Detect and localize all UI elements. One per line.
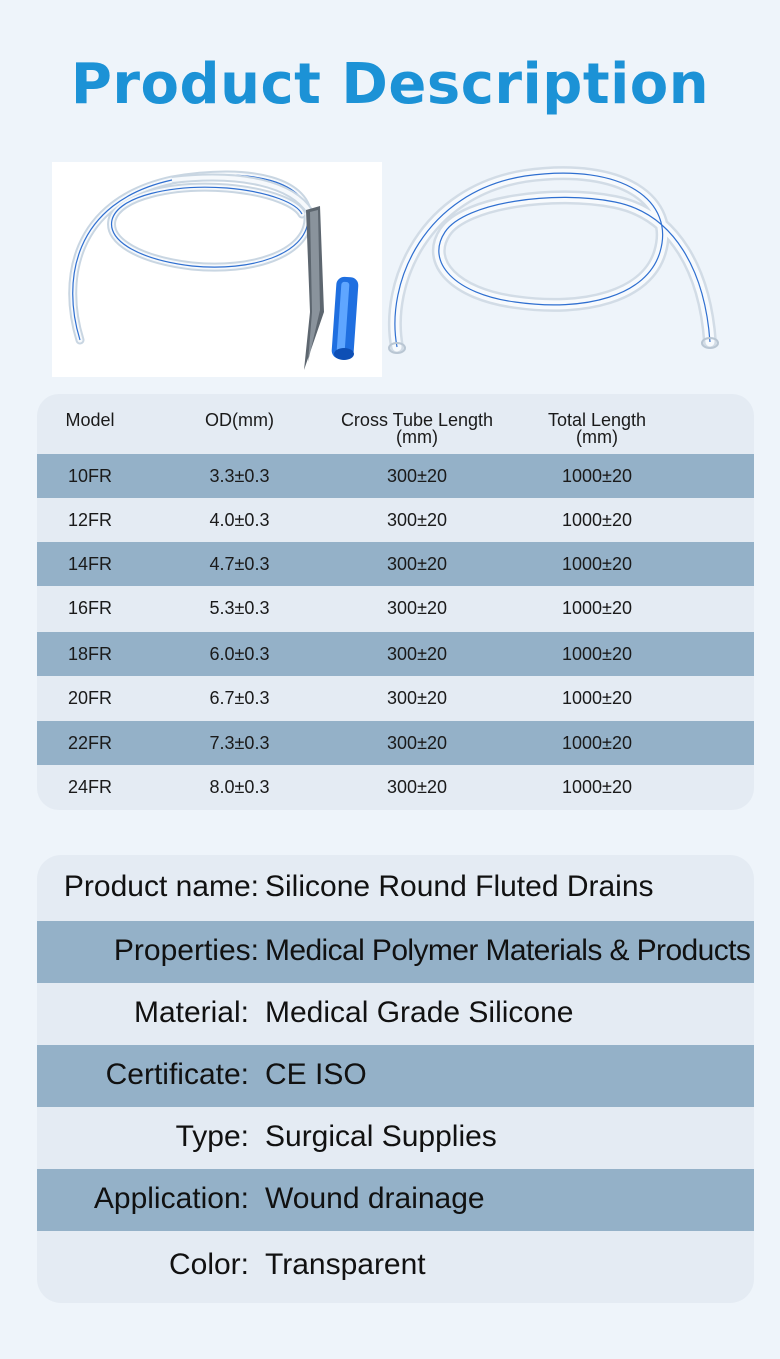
info-label: Certificate: [105, 1058, 249, 1091]
info-value: Transparent [265, 1248, 426, 1281]
cell-od: 3.3±0.3 [209, 466, 270, 486]
product-info-table [37, 855, 754, 1303]
header-total-length [527, 412, 667, 446]
cell-model: 10FR [67, 466, 112, 486]
info-row-properties [37, 921, 754, 983]
header-total-line2: (mm) [576, 427, 618, 447]
cell-od: 4.7±0.3 [209, 554, 270, 574]
table-row [37, 721, 754, 765]
table-row [37, 765, 754, 809]
specification-table [37, 394, 754, 810]
info-row-application [37, 1169, 754, 1231]
info-row-material [37, 983, 754, 1045]
info-value: Silicone Round Fluted Drains [265, 870, 654, 903]
info-row-type [37, 1107, 754, 1169]
page-title: Product Description [70, 52, 710, 117]
cell-model: 18FR [67, 644, 112, 664]
cell-cross: 300±20 [387, 644, 447, 664]
cell-total: 1000±20 [562, 510, 632, 530]
header-od: OD(mm) [205, 410, 274, 430]
cell-total: 1000±20 [562, 644, 632, 664]
cell-total: 1000±20 [562, 554, 632, 574]
info-row-certificate [37, 1045, 754, 1107]
product-photo-coiled-tube [385, 162, 730, 377]
cell-model: 20FR [67, 688, 112, 708]
cell-od: 7.3±0.3 [209, 733, 270, 753]
cell-model: 22FR [67, 733, 112, 753]
header-cross-line1: Cross Tube Length [340, 410, 494, 430]
info-value: Wound drainage [265, 1182, 485, 1215]
cell-od: 5.3±0.3 [209, 598, 270, 618]
cell-od: 6.7±0.3 [209, 688, 270, 708]
info-row-product-name [37, 855, 754, 921]
cell-model: 24FR [67, 777, 112, 797]
info-label: Type: [175, 1120, 249, 1153]
cell-od: 6.0±0.3 [209, 644, 270, 664]
product-photo-drain-with-trocar [52, 162, 382, 377]
cell-total: 1000±20 [562, 688, 632, 708]
cell-cross: 300±20 [387, 777, 447, 797]
info-value: CE ISO [265, 1058, 367, 1091]
cell-od: 4.0±0.3 [209, 510, 270, 530]
table-row [37, 454, 754, 498]
cell-total: 1000±20 [562, 777, 632, 797]
cell-total: 1000±20 [562, 466, 632, 486]
cell-cross: 300±20 [387, 598, 447, 618]
cell-cross: 300±20 [387, 688, 447, 708]
cell-cross: 300±20 [387, 510, 447, 530]
table-row [37, 676, 754, 720]
info-label: Material: [133, 996, 249, 1029]
info-value: Medical Polymer Materials & Products [265, 934, 751, 967]
info-value: Surgical Supplies [265, 1120, 497, 1153]
table-row [37, 632, 754, 676]
table-row [37, 542, 754, 586]
table-row [37, 498, 754, 542]
cell-cross: 300±20 [387, 554, 447, 574]
header-model: Model [65, 410, 115, 430]
header-cross-line2: (mm) [396, 427, 438, 447]
info-label: Application: [93, 1182, 249, 1215]
table-row [37, 586, 754, 630]
cell-cross: 300±20 [387, 733, 447, 753]
header-cross-tube-length [322, 412, 512, 446]
info-row-color [37, 1231, 754, 1303]
info-value: Medical Grade Silicone [265, 996, 574, 1029]
info-label: Product name: [63, 870, 259, 903]
cell-od: 8.0±0.3 [209, 777, 270, 797]
cell-model: 14FR [67, 554, 112, 574]
cell-total: 1000±20 [562, 598, 632, 618]
spec-table-header [37, 394, 754, 454]
cell-total: 1000±20 [562, 733, 632, 753]
cell-cross: 300±20 [387, 466, 447, 486]
info-label: Properties: [113, 934, 259, 967]
cell-model: 12FR [67, 510, 112, 530]
header-total-line1: Total Length [547, 410, 647, 430]
info-label: Color: [168, 1248, 249, 1281]
cell-model: 16FR [67, 598, 112, 618]
